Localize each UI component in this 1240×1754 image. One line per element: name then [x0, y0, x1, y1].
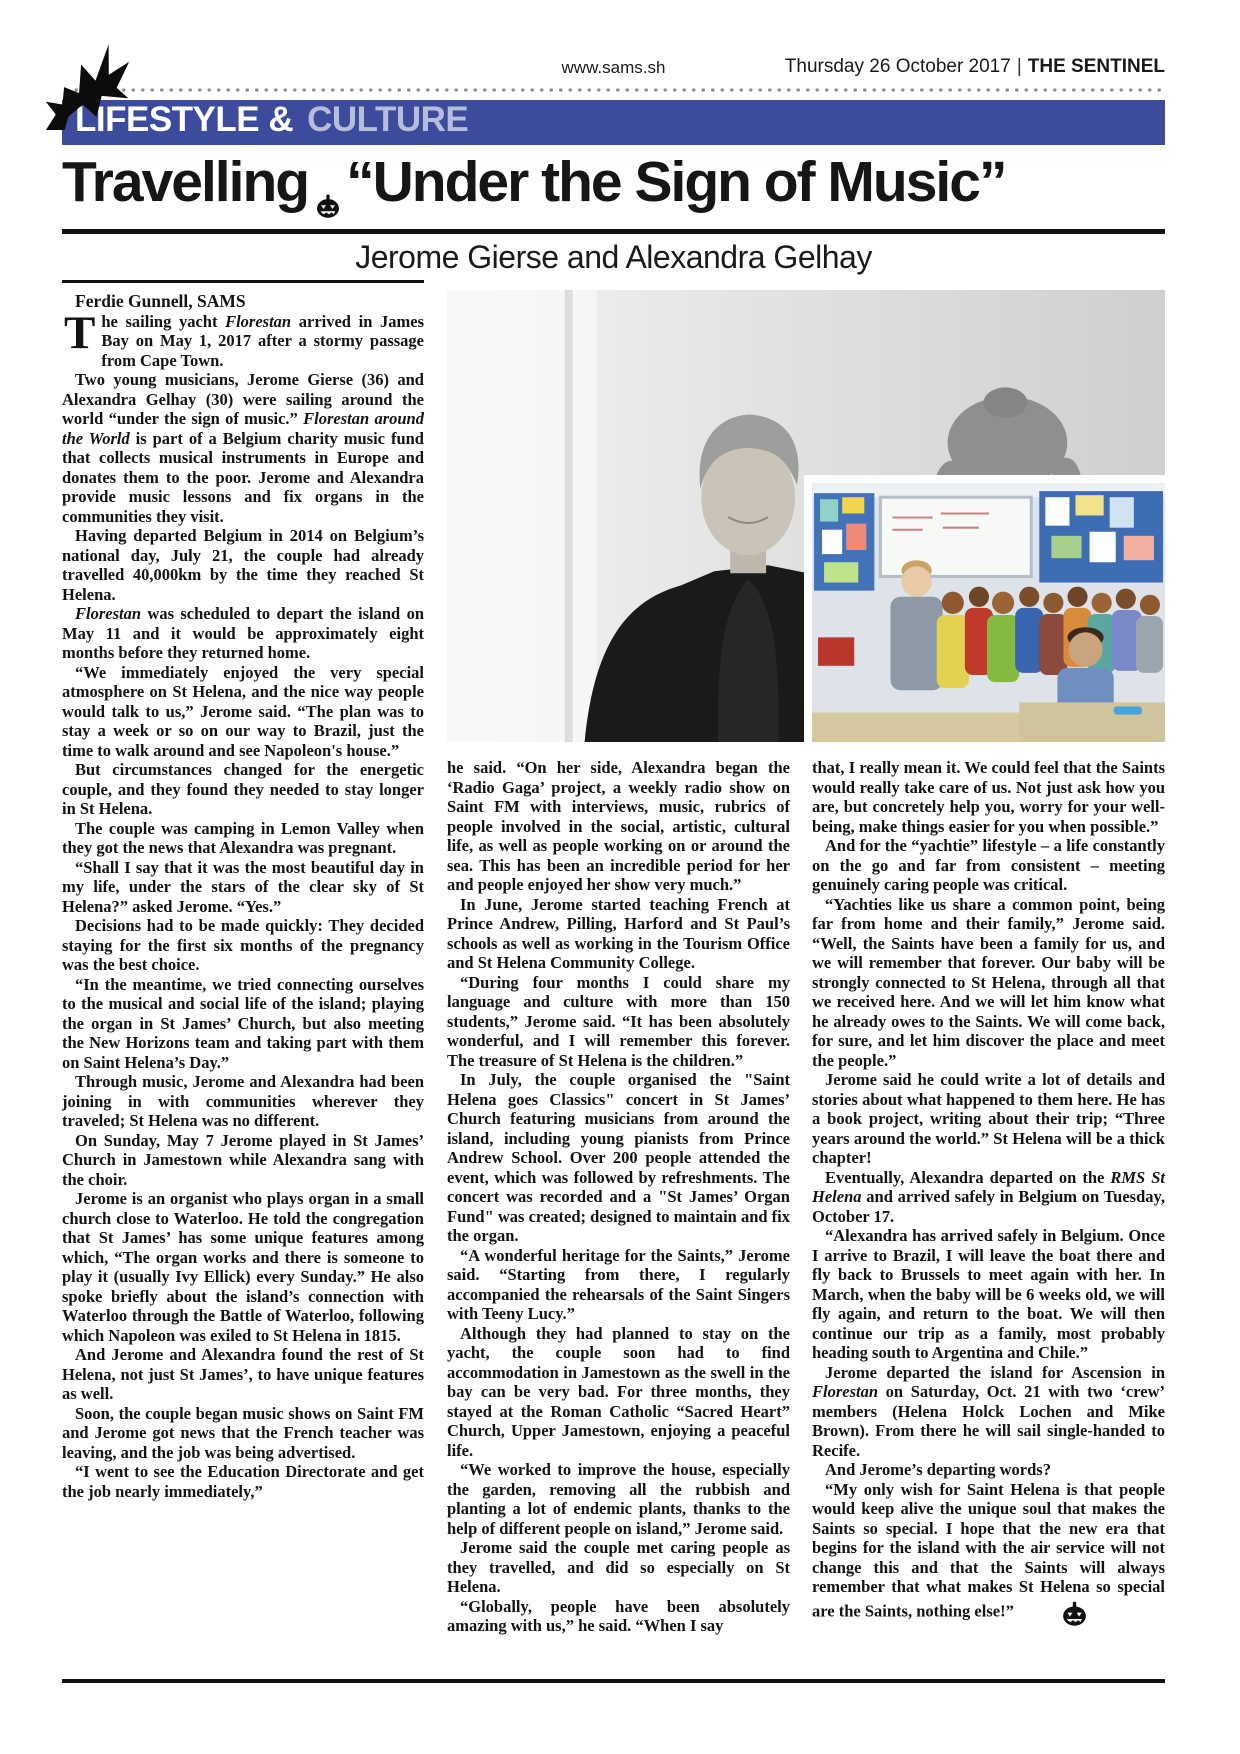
article-paragraph: “In the meantime, we tried connecting ourselves to the musical and social life of the island; playing the organ in St James’ Church, but also meeting the New Horizons team and taking part with them on Saint Helena’s Day.” [62, 974, 424, 1072]
article-column-3 [812, 758, 1165, 1628]
article-paragraph: Although they had planned to stay on the yacht, the couple soon had to find accommodation in Jamestown as the swell in the bay can be very bad. For three months, they stayed at the Roman Catholic “Sacred Heart” Church, Upper Jamestown, enjoying a peaceful life. [447, 1323, 790, 1460]
article-paragraph: Soon, the couple began music shows on Saint FM and Jerome got news that the French teacher was leaving, and the job was being advertised. [62, 1403, 424, 1462]
masthead [785, 56, 1165, 78]
article-paragraph: In July, the couple organised the "Saint Helena goes Classics" concert in St James’ Church featuring musicians from around the island, including young pianists from Prince Andrew School. Over 200 people attended the event, which was followed by refreshments. The concert was recorded and a "St James’ Organ Fund" was created; designed to maintain and fix the organ. [447, 1070, 791, 1245]
byline: Ferdie Gunnell, SAMS [75, 291, 246, 311]
bat-silhouette-icon [36, 40, 136, 130]
page-header [62, 56, 1165, 82]
section-label-culture: CULTURE [307, 100, 469, 139]
classroom-photo [804, 475, 1165, 742]
article-paragraph: And Jerome and Alexandra found the rest of St Helena, not just St James’, to have unique features as well. [62, 1345, 424, 1403]
article-paragraph: “Globally, people have been absolutely amazing with us,” he said. “When I say [447, 1596, 790, 1635]
article-paragraph: “During four months I could share my language and culture with more than 150 students,” Jerome said. “It has been absolutely wonderful, and I will remember this forever. The treasure of St Helena is the children.” [447, 972, 790, 1070]
byline-rule [62, 280, 424, 283]
article-subheadline: Jerome Gierse and Alexandra Gelhay [355, 239, 872, 275]
paper-name: THE SENTINEL [1027, 56, 1165, 77]
pumpkin-icon [315, 167, 341, 233]
article-paragraph: Jerome said he could write a lot of details and stories about what happened to them here. He has a book project, writing about their trip; “Three years around the world.” St Helena will be a thick chapter! [812, 1070, 1165, 1167]
article-paragraph: The sailing yacht Florestan arrived in James Bay on May 1, 2017 after a stormy passage from Cape Town. [64, 306, 424, 370]
website-url: www.sams.sh [561, 58, 666, 77]
headline-quote: “Under the Sign of Music” [346, 150, 1006, 214]
article-paragraph: Two young musicians, Jerome Gierse (36) and Alexandra Gelhay (30) were sailing around the world “under the sign of music.” Florestan around the World is part of a Belgium charity music fund that collects musical instruments in Europe and donates them to the poor. Jerome and Alexandra provide music lessons and fix organs in the communities they visit. [62, 370, 424, 526]
section-banner [62, 100, 1165, 145]
masthead-divider: | [1016, 56, 1022, 77]
article-paragraph: In June, Jerome started teaching French at Prince Andrew, Pilling, Harford and St Paul’s schools as well as working in the Tourism Office and St Helena Community College. [447, 894, 790, 972]
article-paragraph: The couple was camping in Lemon Valley when they got the news that Alexandra was pregnant. [62, 818, 424, 857]
dotted-separator [62, 87, 1165, 93]
article-paragraph: Florestan was scheduled to depart the island on May 11 and it would be approximately eight months before they returned home. [62, 604, 424, 662]
article-paragraph: he said. “On her side, Alexandra began the ‘Radio Gaga’ project, a weekly radio show on Saint FM with interviews, music, rubrics of people involved in the social, artistic, cultural life, as well as people working on or around the sea. This has been an incredible period for her and people enjoyed her show very much.” [447, 758, 790, 894]
headline-rule [62, 229, 1165, 234]
article-paragraph: “We immediately enjoyed the very special atmosphere on St Helena, and the nice way people would talk to us,” Jerome said. “The plan was to stay a week or so on our way to Brazil, just the time to walk around and see Napoleon's house.” [62, 662, 424, 760]
article-paragraph: Eventually, Alexandra departed on the RMS St Helena and arrived safely in Belgium on Tuesday, October 17. [812, 1167, 1165, 1226]
article-paragraph: And for the “yachtie” lifestyle – a life constantly on the go and far from consistent – meeting genuinely caring people was critical. [812, 836, 1165, 894]
article-paragraph: “Alexandra has arrived safely in Belgium. Once I arrive to Brazil, I will leave the boat there and fly back to Brussels to meet again with her. In March, when the baby will be 6 weeks old, we will fly again, and return to the boat. We will then continue our trip as a family, most probably heading south to Argentina and Chile.” [812, 1226, 1165, 1362]
headline-word-travelling: Travelling [62, 150, 309, 214]
article-paragraph: “Yachties like us share a common point, being far from home and their family,” Jerome said. “Well, the Saints have been a family for us, and we will remember that forever. Our baby will be strongly connected to St Helena, through all that we received here. And we will let him know what he already owes to the Saints. We will come back, for sure, and let him discover the place and meet the people.” [812, 894, 1165, 1070]
article-paragraph: And Jerome’s departing words? [825, 1460, 1051, 1479]
bottom-rule [62, 1679, 1165, 1683]
article-paragraph: Through music, Jerome and Alexandra had been joining in with communities wherever they traveled; St Helena was no different. [62, 1072, 424, 1130]
article-paragraph: Having departed Belgium in 2014 on Belgium’s national day, July 21, the couple had already travelled 40,000km by the time they reached St Helena. [62, 526, 424, 604]
article-column-2 [447, 758, 790, 1636]
pumpkin-icon [1014, 1597, 1088, 1629]
article-paragraph: “My only wish for Saint Helena is that people would keep alive the unique soul that makes the Saints so special. I hope that the new era that begins for the island with the air service will not change this and that the Saints will always remember that what makes St Helena so special are the Saints, nothing else!” [812, 1480, 1165, 1629]
article-paragraph: Jerome said the couple met caring people as they travelled, and did so especially on St Helena. [447, 1538, 790, 1596]
article-paragraph: But circumstances changed for the energetic couple, and they found they needed to stay longer in St Helena. [62, 760, 424, 818]
page-number: 14 [14, 38, 33, 57]
article-paragraph: On Sunday, May 7 Jerome played in St James’ Church in Jamestown while Alexandra sang with the choir. [62, 1130, 424, 1189]
article-paragraph: “A wonderful heritage for the Saints,” Jerome said. “Starting from there, I regularly accompanied the rehearsals of the Saint Singers with Teeny Lucy.” [447, 1245, 790, 1323]
issue-date: Thursday 26 October 2017 [784, 56, 1011, 77]
section-label-lifestyle: LIFESTYLE & [75, 100, 294, 139]
article-paragraph: “Shall I say that it was the most beautiful day in my life, under the stars of the clear sky of St Helena?” asked Jerome. “Yes.” [62, 857, 424, 916]
article-paragraph: Jerome departed the island for Ascension in Florestan on Saturday, Oct. 21 with two ‘crew’ members (Helena Holck Lochen and Mike Brown). From there he will sail single-handed to Recife. [812, 1362, 1165, 1460]
article-paragraph: “We worked to improve the house, especially the garden, removing all the rubbish and planting a lot of endemic plants, thanks to the help of different people on island,” Jerome said. [447, 1460, 790, 1538]
article-paragraph: Decisions had to be made quickly: They decided staying for the first six months of the pregnancy was the best choice. [62, 916, 424, 974]
article-column-1 [62, 280, 424, 1501]
article-headline [62, 149, 1165, 219]
article-paragraph: “I went to see the Education Directorate and get the job nearly immediately,” [62, 1462, 424, 1501]
article-paragraph: that, I really mean it. We could feel that the Saints would really take care of us. Not just ask how you are, but concretely help you, worry for your well-being, make things easier for you when possible.” [812, 758, 1165, 836]
article-paragraph: Jerome is an organist who plays organ in a small church close to Waterloo. He told the congregation that St James’ has some unique features among which, “The organ works and there is someone to play it (usually Ivy Ellick) every Sunday.” He also spoke briefly about the island’s connection with Waterloo through the Battle of Waterloo, following which Napoleon was exiled to St Helena in 1815. [62, 1189, 424, 1345]
